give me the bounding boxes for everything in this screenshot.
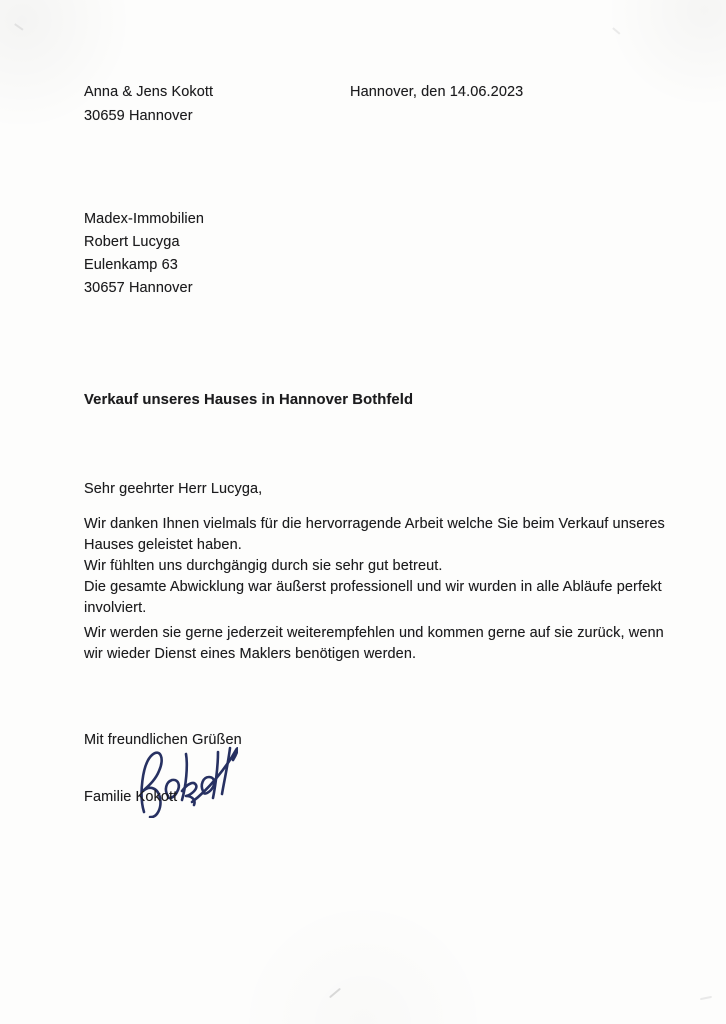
scan-artifact bbox=[329, 988, 341, 999]
recipient-block bbox=[84, 208, 204, 300]
body-line: Hauses geleistet haben. bbox=[84, 537, 242, 553]
body-line: Die gesamte Abwicklung war äußerst professionell und wir wurden in alle Abläufe perfekt bbox=[84, 579, 662, 595]
sender-name: Anna & Jens Kokott bbox=[84, 84, 214, 100]
scan-artifact bbox=[14, 23, 23, 30]
recipient-company: Madex-Immobilien bbox=[84, 211, 205, 227]
body-line: Wir fühlten uns durchgängig durch sie sehr gut betreut. bbox=[84, 558, 443, 574]
body-line: Wir danken Ihnen vielmals für die hervorragende Arbeit welche Sie beim Verkauf unseres bbox=[84, 516, 665, 532]
scan-artifact bbox=[700, 996, 712, 1000]
body-line: Wir werden sie gerne jederzeit weiterempfehlen und kommen gerne auf sie zurück, wenn bbox=[84, 625, 664, 641]
recipient-street: Eulenkamp 63 bbox=[84, 257, 178, 273]
body-paragraph-1 bbox=[84, 514, 665, 619]
sender-city: 30659 Hannover bbox=[84, 108, 193, 124]
recipient-name: Robert Lucyga bbox=[84, 234, 180, 250]
body-paragraph-2 bbox=[84, 623, 664, 665]
subject-line: Verkauf unseres Hauses in Hannover Bothfeld bbox=[84, 392, 414, 408]
body-line: involviert. bbox=[84, 600, 147, 616]
body-line: wir wieder Dienst eines Maklers benötigen werden. bbox=[84, 646, 417, 662]
signer-name: Familie Kokott bbox=[84, 789, 178, 805]
dateline: Hannover, den 14.06.2023 bbox=[350, 84, 524, 100]
salutation: Sehr geehrter Herr Lucyga, bbox=[84, 481, 263, 497]
closing-formula: Mit freundlichen Grüßen bbox=[84, 732, 242, 748]
sender-block bbox=[84, 80, 213, 128]
scan-artifact bbox=[613, 27, 621, 34]
recipient-city: 30657 Hannover bbox=[84, 280, 193, 296]
